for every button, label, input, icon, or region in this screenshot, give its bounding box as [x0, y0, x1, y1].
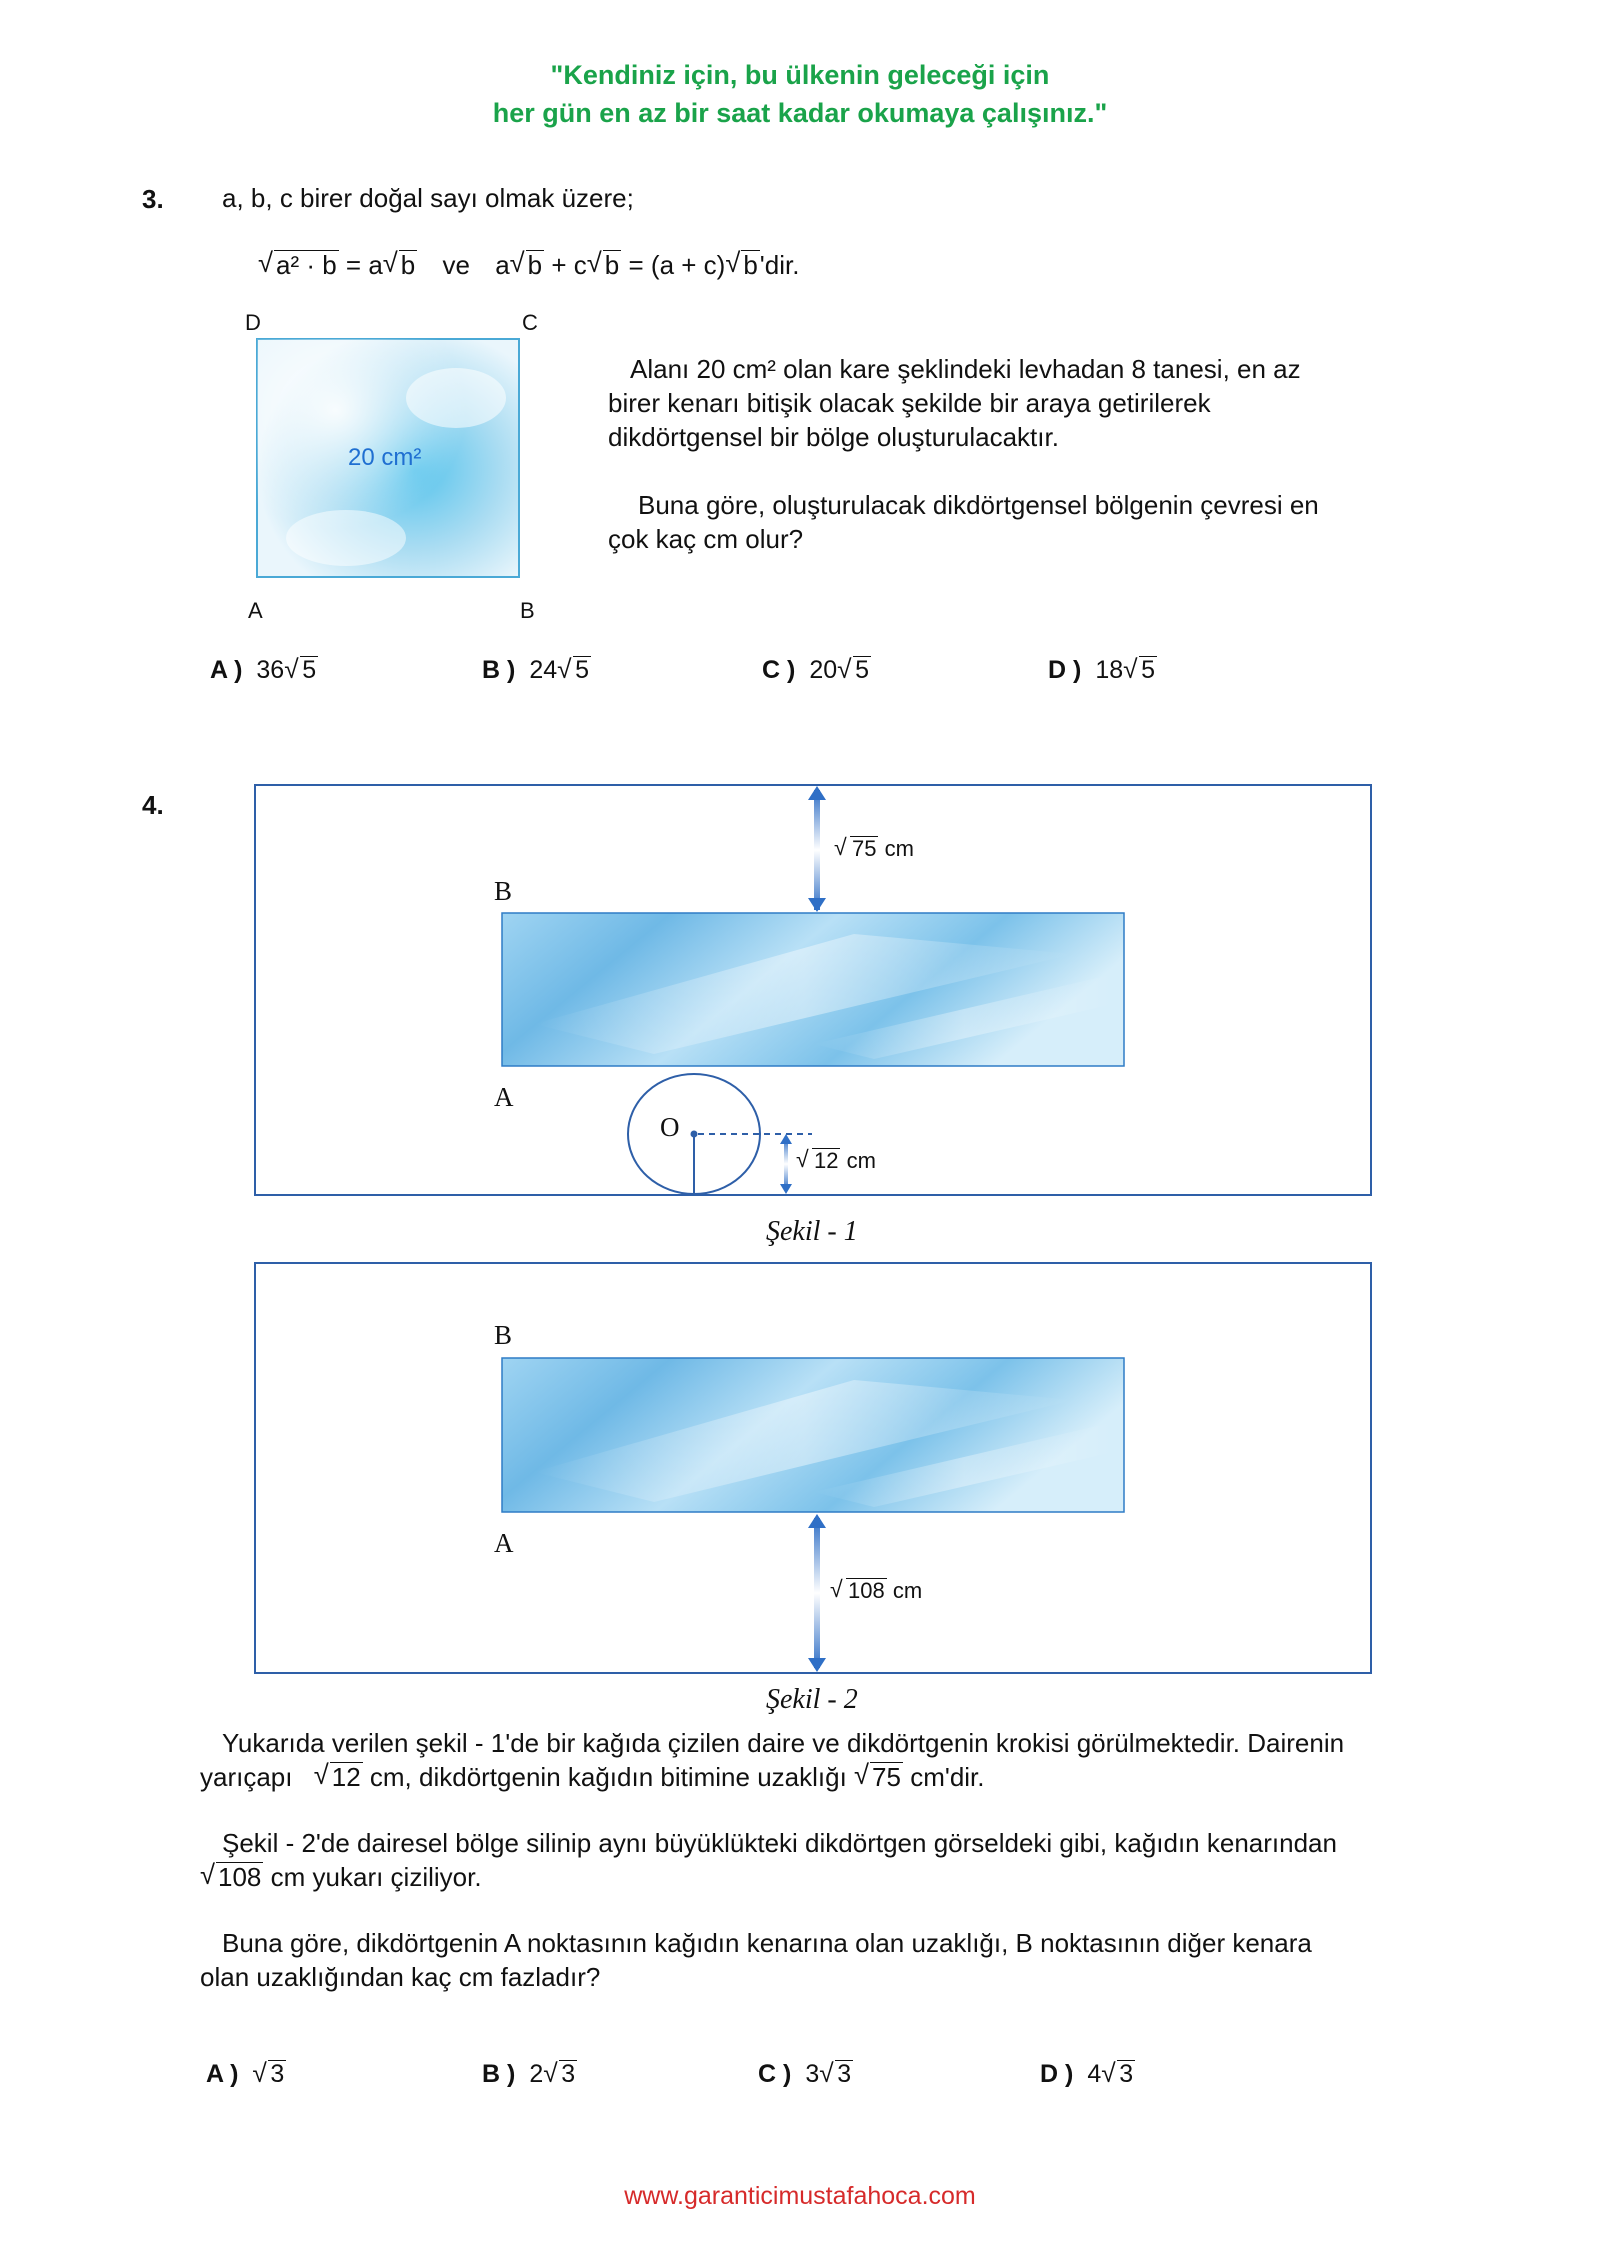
- square-label-a: A: [248, 598, 263, 623]
- fig1-label-a: A: [494, 1082, 514, 1112]
- q4-option-b[interactable]: B ) 2 √ 3: [482, 2058, 576, 2088]
- motto-line-2: her gün en az bir saat kadar okumaya çalışınız.": [492, 98, 1108, 128]
- q4-option-d[interactable]: D ) 4 √ 3: [1040, 2058, 1134, 2088]
- q4-option-a[interactable]: A ) √ 3: [206, 2058, 285, 2088]
- question-3-formula: √ a² · b = a √ b ve a √ b + c √ b = (a + c) √ b'dir.: [258, 247, 800, 280]
- fig1-distance-label: √ 75 cm: [834, 834, 914, 861]
- figure-1: [254, 784, 1374, 1200]
- q3-option-a[interactable]: A ) 36 √ 5: [210, 654, 317, 684]
- question-4-number: 4.: [142, 790, 164, 820]
- q4-paragraph-1-line-1: Yukarıda verilen şekil - 1'de bir kağıda çizilen daire ve dikdörtgenin krokisi görülmektedir. Dairenin: [222, 1728, 1345, 1758]
- question-3-number: 3.: [142, 184, 164, 214]
- question-3-text-2: Buna göre, oluşturulacak dikdörtgensel bölgenin çevresi en çok kaç cm olur?: [608, 490, 1319, 554]
- q3-option-d[interactable]: D ) 18 √ 5: [1048, 654, 1156, 684]
- q4-paragraph-3-line-2: olan uzaklığından kaç cm fazladır?: [200, 1962, 601, 1992]
- fig2-label-a: A: [494, 1528, 514, 1558]
- square-label-d: D: [245, 310, 261, 335]
- square-label-b: B: [520, 598, 535, 623]
- footer-website-link[interactable]: www.garanticimustafahoca.com: [624, 2182, 976, 2210]
- q4-option-c[interactable]: C ) 3 √ 3: [758, 2058, 852, 2088]
- q3-option-b[interactable]: B ) 24 √ 5: [482, 654, 590, 684]
- fig1-label-b: B: [494, 876, 513, 906]
- fig2-caption: Şekil - 2: [766, 1684, 858, 1715]
- q4-paragraph-2-line-1: Şekil - 2'de dairesel bölge silinip aynı büyüklükteki dikdörtgen görseldeki gibi, kağıdın kenarından: [222, 1828, 1337, 1858]
- figure-2: [254, 1262, 1374, 1678]
- sqrt-a2b: √ a² · b: [258, 247, 337, 280]
- square-area-label: 20 cm²: [348, 444, 422, 471]
- fig1-caption: Şekil - 1: [766, 1216, 858, 1247]
- fig2-distance-label: √ 108 cm: [830, 1576, 923, 1603]
- square-label-c: C: [522, 310, 538, 335]
- fig1-radius-label: √ 12 cm: [796, 1146, 876, 1173]
- fig2-label-b: B: [494, 1320, 513, 1350]
- q4-paragraph-3-line-1: Buna göre, dikdörtgenin A noktasının kağıdın kenarına olan uzaklığı, B noktasının diğer kenara: [222, 1928, 1312, 1958]
- fig1-label-o: O: [660, 1112, 680, 1142]
- question-3-text-1: Alanı 20 cm² olan kare şeklindeki levhadan 8 tanesi, en az birer kenarı bitişik olacak şekilde bir araya getirilerek dikdörtgensel bir bölge oluşturulacaktır.: [608, 354, 1301, 452]
- q4-paragraph-1-line-2: yarıçapı √ 12 cm, dikdörtgenin kağıdın bitimine uzaklığı √ 75 cm'dir.: [200, 1759, 985, 1792]
- question-3-intro: a, b, c birer doğal sayı olmak üzere;: [222, 183, 634, 213]
- motto-line-1: "Kendiniz için, bu ülkenin geleceği için: [550, 60, 1050, 90]
- q4-paragraph-2-line-2: √ 108 cm yukarı çiziliyor.: [200, 1859, 482, 1892]
- q3-option-c[interactable]: C ) 20 √ 5: [762, 654, 870, 684]
